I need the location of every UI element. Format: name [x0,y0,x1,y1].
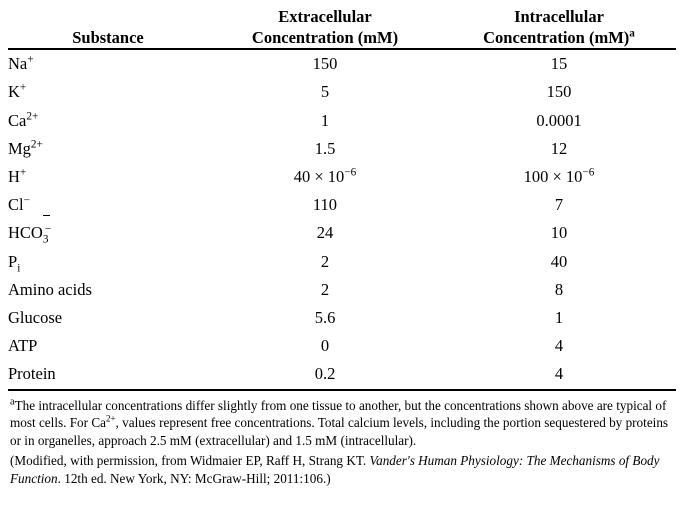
header-intracellular-line1: Intracellular [514,7,604,26]
cell-substance: K+ [8,81,27,102]
cell-intracellular: 8 [554,279,564,299]
cell-intracellular: 4 [554,364,564,384]
cell-extracellular: $40 \times 10^{-6}$ [293,166,357,186]
footnote-marker-a: a [629,27,635,40]
table-footer [8,389,676,391]
header-intracellular-line2 [442,27,676,48]
cell-substance: Na+ [8,53,34,74]
table-row [8,191,676,219]
header-row [8,6,676,48]
footnote-a-text: The intracellular concentrations differ slightly from one tissue to another, but the concentrations shown above are typical of most cells. For Ca [10,397,667,431]
table-row [8,248,676,276]
footnote-a-marker: a [10,396,15,408]
cell-substance: $P_i$ [8,251,21,274]
cell-intracellular: $100 \times 10^{-6}$ [523,166,595,186]
cell-intracellular: 12 [550,138,568,158]
solute-concentration-table [8,6,676,391]
header-extracellular-line2: Concentration (mM) [251,28,399,48]
cell-intracellular: 1 [554,307,564,327]
cell-extracellular: 2 [320,279,330,299]
cell-extracellular: 0.2 [314,364,336,384]
cell-intracellular: 7 [554,195,564,215]
table-row [8,50,676,78]
cell-substance: H+ [8,166,27,186]
cell-substance: Protein [8,364,56,384]
table-notes [8,397,676,488]
cell-intracellular: 0.0001 [536,110,582,130]
cell-extracellular: 1 [320,110,330,130]
cell-extracellular: 110 [312,195,338,215]
cell-intracellular: 150 [546,82,572,102]
source-title: Vander's Human Physiology: The Mechanisms of Body Function [10,453,660,487]
header-intracellular [442,6,676,48]
table-row [8,360,676,388]
cell-substance: Glucose [8,307,63,327]
cell-substance: Cl− [8,194,30,215]
header-extracellular-line1: Extracellular [278,7,372,26]
cell-substance: $Mg^{2+}$ [8,138,43,158]
cell-substance: $Ca^{2+}$ [8,110,39,130]
cell-extracellular: 24 [316,223,334,243]
footnote-a-text-cont: , values represent free concentrations. Total calcium levels, including the portion sequestered by proteins or in organelles, approach 2.5 mM (extracellular) and 1.5 mM (intracellular). [10,415,669,448]
source-suffix: . 12th ed. New York, NY: McGraw-Hill; 2011:106.) [57,471,331,487]
table-row [8,135,676,163]
header-intracellular-line2-text: Concentration (mM) [483,28,630,48]
footnote-a [10,397,674,450]
bottom-rule [8,389,676,391]
source-prefix: (Modified, with permission, from Widmaier EP, Raff H, Strang KT. [10,453,370,469]
cell-extracellular: 0 [320,336,330,356]
cell-substance: $HCO_3^-$ [8,220,208,248]
table-header [8,6,676,50]
cell-extracellular: 1.5 [314,138,336,158]
table-row [8,79,676,107]
header-substance-label: Substance [72,28,144,48]
table-body [8,50,676,388]
table-row [8,332,676,360]
cell-extracellular: 5 [320,82,330,102]
cell-extracellular: 150 [312,54,338,74]
cell-extracellular: 5.6 [314,307,336,327]
cell-substance: Amino acids [8,279,92,299]
table-row [8,276,676,304]
bottom-rule-row [8,389,676,391]
table-row [8,107,676,135]
cell-intracellular: 4 [554,336,564,356]
bottom-rule-cell [8,389,676,391]
source-citation [10,452,674,487]
cell-intracellular: 15 [550,54,568,74]
footnote-a-sup: 2+ [105,414,116,424]
table-row [8,220,676,248]
cell-intracellular: 10 [550,223,568,243]
cell-extracellular: 2 [320,251,330,271]
cell-intracellular: 40 [550,251,568,271]
table-row [8,304,676,332]
table-row [8,163,676,191]
cell-substance: ATP [8,336,38,356]
header-substance [8,6,208,48]
header-extracellular [208,6,442,48]
